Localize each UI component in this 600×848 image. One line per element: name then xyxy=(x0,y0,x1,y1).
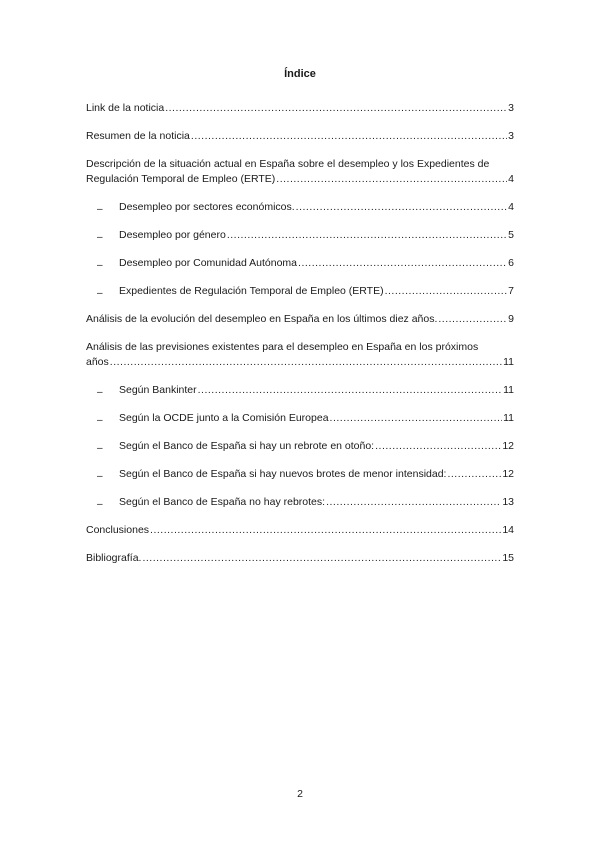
toc-entry-label: Según la OCDE junto a la Comisión Europea xyxy=(119,412,329,424)
toc-page-number: 4 xyxy=(508,173,514,185)
toc-page-number: 4 xyxy=(508,201,514,213)
toc-entry-label: Resumen de la noticia xyxy=(86,130,190,142)
toc-leader-dots xyxy=(385,284,508,299)
toc-entry-label-line1: Análisis de las previsiones existentes para el desempleo en España en los próximos xyxy=(86,341,479,353)
toc-leader-dots xyxy=(326,495,501,510)
bullet-dash-icon: – xyxy=(97,471,103,482)
toc-leader-dots xyxy=(296,200,507,215)
toc-entry-analisis-previsiones[interactable] xyxy=(86,340,514,370)
toc-leader-dots xyxy=(150,523,501,538)
toc-leader-dots xyxy=(110,355,502,370)
toc-page-number: 3 xyxy=(508,102,514,114)
toc-page-number: 14 xyxy=(502,524,514,536)
toc-leader-dots xyxy=(165,101,507,116)
toc-leader-dots xyxy=(447,467,501,482)
toc-page-number: 13 xyxy=(502,496,514,508)
toc-entry-conclusiones[interactable] xyxy=(86,523,514,538)
toc-page-number: 15 xyxy=(502,552,514,564)
toc-page-number: 12 xyxy=(502,468,514,480)
toc-entry-ocde[interactable] xyxy=(86,411,514,426)
table-of-contents xyxy=(86,96,514,566)
bullet-dash-icon: – xyxy=(97,387,103,398)
toc-entry-erte[interactable] xyxy=(86,284,514,299)
toc-entry-genero[interactable] xyxy=(86,228,514,243)
toc-entry-label: Expedientes de Regulación Temporal de Empleo (ERTE) xyxy=(119,285,384,297)
bullet-dash-icon: – xyxy=(97,499,103,510)
toc-page-number: 6 xyxy=(508,257,514,269)
toc-entry-line2 xyxy=(86,172,514,187)
toc-entry-label: Según el Banco de España si hay nuevos brotes de menor intensidad: xyxy=(119,468,447,480)
toc-entry-label-line2: años xyxy=(86,356,109,368)
toc-page-number: 9 xyxy=(508,313,514,325)
toc-entry-descripcion[interactable] xyxy=(86,157,514,187)
toc-leader-dots xyxy=(298,256,507,271)
toc-page-number: 11 xyxy=(503,356,514,368)
bullet-dash-icon: – xyxy=(97,232,103,243)
toc-leader-dots xyxy=(227,228,507,243)
toc-entry-sectores[interactable] xyxy=(86,200,514,215)
toc-leader-dots xyxy=(142,551,501,566)
toc-leader-dots xyxy=(375,439,501,454)
toc-page-number: 11 xyxy=(503,412,514,424)
toc-entry-bde-no-rebrotes[interactable] xyxy=(86,495,514,510)
toc-entry-label: Bibliografía. xyxy=(86,552,142,564)
toc-leader-dots xyxy=(438,312,507,327)
toc-entry-label-line1: Descripción de la situación actual en España sobre el desempleo y los Expedientes de xyxy=(86,158,490,170)
toc-entry-label: Según el Banco de España no hay rebrotes: xyxy=(119,496,326,508)
toc-entry-analisis-evolucion[interactable] xyxy=(86,312,514,327)
toc-entry-bde-menor-intensidad[interactable] xyxy=(86,467,514,482)
toc-page-number: 3 xyxy=(508,130,514,142)
toc-entry-label: Análisis de la evolución del desempleo en España en los últimos diez años. xyxy=(86,313,438,325)
toc-entry-label: Desempleo por género xyxy=(119,229,226,241)
toc-leader-dots xyxy=(198,383,502,398)
toc-entry-comunidad[interactable] xyxy=(86,256,514,271)
bullet-dash-icon: – xyxy=(97,443,103,454)
toc-entry-link-noticia[interactable] xyxy=(86,101,514,116)
toc-entry-label-line2: Regulación Temporal de Empleo (ERTE) xyxy=(86,173,276,185)
toc-page-number: 11 xyxy=(503,384,514,396)
toc-entry-label: Según Bankinter xyxy=(119,384,197,396)
toc-entry-label: Desempleo por Comunidad Autónoma xyxy=(119,257,298,269)
toc-entry-bde-rebrote-otono[interactable] xyxy=(86,439,514,454)
toc-entry-label: Conclusiones xyxy=(86,524,150,536)
bullet-dash-icon: – xyxy=(97,260,103,271)
toc-leader-dots xyxy=(191,129,507,144)
bullet-dash-icon: – xyxy=(97,288,103,299)
toc-entry-label: Según el Banco de España si hay un rebrote en otoño: xyxy=(119,440,375,452)
bullet-dash-icon: – xyxy=(97,204,103,215)
toc-page-number: 7 xyxy=(508,285,514,297)
toc-title: Índice xyxy=(284,68,316,80)
toc-entry-bibliografia[interactable] xyxy=(86,551,514,566)
toc-page-number: 12 xyxy=(502,440,514,452)
footer-page-number: 2 xyxy=(297,788,303,800)
toc-leader-dots xyxy=(330,411,503,426)
toc-entry-bankinter[interactable] xyxy=(86,383,514,398)
toc-entry-label: Link de la noticia xyxy=(86,102,165,114)
bullet-dash-icon: – xyxy=(97,415,103,426)
toc-entry-label: Desempleo por sectores económicos. xyxy=(119,201,295,213)
toc-entry-line2 xyxy=(86,355,514,370)
toc-page-number: 5 xyxy=(508,229,514,241)
toc-leader-dots xyxy=(276,172,507,187)
toc-entry-resumen[interactable] xyxy=(86,129,514,144)
